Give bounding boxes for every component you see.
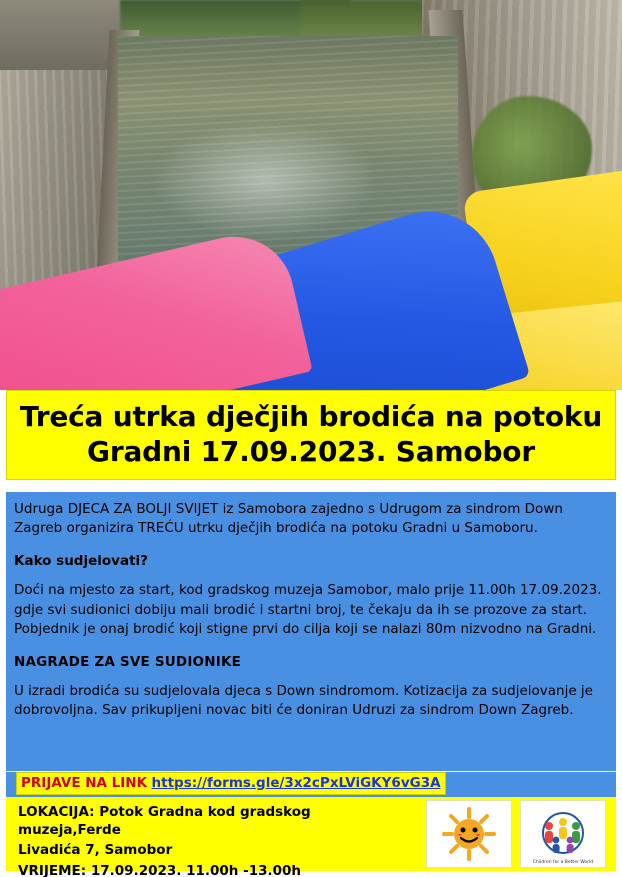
location-line-1: LOKACIJA: Potok Gradna kod gradskog muzeja,Ferde [18, 804, 311, 839]
poster-body [6, 492, 616, 771]
how-line-3: Pobjednik je onaj brodić koji stigne prvi do cilja koji se nalazi 80m nizvodno na Gradni. [14, 620, 597, 637]
poster-footer [6, 797, 616, 877]
note-line-2: dobrovoljna. Sav prikupljeni novac biti će doniran Udruzi za sindrom Down Zagreb. [14, 702, 574, 719]
how-line-2: gdje svi sudionici dobiju mali brodić i startni broj, te čekaju da ih se prozove za start. [14, 601, 587, 618]
location-line-2: Livadića 7, Samobor [18, 842, 173, 859]
registration-link-highlight[interactable] [16, 772, 446, 795]
note-line-1: U izradi brodića su sudjelovala djeca s Down sindromom. Kotizacija za sudjelovanje je [14, 683, 593, 700]
intro-line-2: Zagreb organizira TREĆU utrku dječjih brodića na potoku Gradni u Samoboru. [14, 520, 538, 537]
sun-smiley-icon [438, 806, 500, 862]
registration-link-label: PRIJAVE NA LINK [21, 775, 148, 791]
spacer-2 [14, 571, 610, 581]
logo-caption: Children for a Better World [532, 860, 594, 865]
spacer-3 [14, 639, 610, 653]
intro-line-1: Udruga DJECA ZA BOLJI SVIJET iz Samobora zajedno s Udrugom za sindrom Down [14, 501, 563, 517]
how-line-1: Doći na mjesto za start, kod gradskog muzeja Samobor, malo prije 11.00h 17.09.2023. [14, 582, 602, 599]
photo-water-reflection [150, 120, 380, 240]
poster-title-banner [6, 390, 616, 480]
spacer-4 [14, 672, 610, 682]
children-for-a-better-world-logo [520, 800, 606, 868]
spacer-1 [14, 538, 610, 552]
poster-title-line-1: Treća utrka dječjih brodića na potoku [19, 400, 603, 433]
children-circle-icon [529, 810, 597, 858]
time-line: VRIJEME: 17.09.2023. 11.00h -13.00h [18, 862, 302, 877]
registration-link-url[interactable]: https://forms.gle/3x2cPxLViGKY6vG3A [151, 775, 441, 791]
sun-smiley-logo [426, 800, 512, 868]
header-photo [0, 0, 622, 390]
how-to-participate-heading: Kako sudjelovati? [14, 553, 148, 570]
footer-details [6, 797, 406, 877]
awards-heading: NAGRADE ZA SVE SUDIONIKE [14, 653, 242, 670]
footer-logos [406, 797, 616, 871]
poster-title-line-2: Gradni 17.09.2023. Samobor [87, 435, 535, 468]
registration-link-bar [6, 772, 616, 797]
